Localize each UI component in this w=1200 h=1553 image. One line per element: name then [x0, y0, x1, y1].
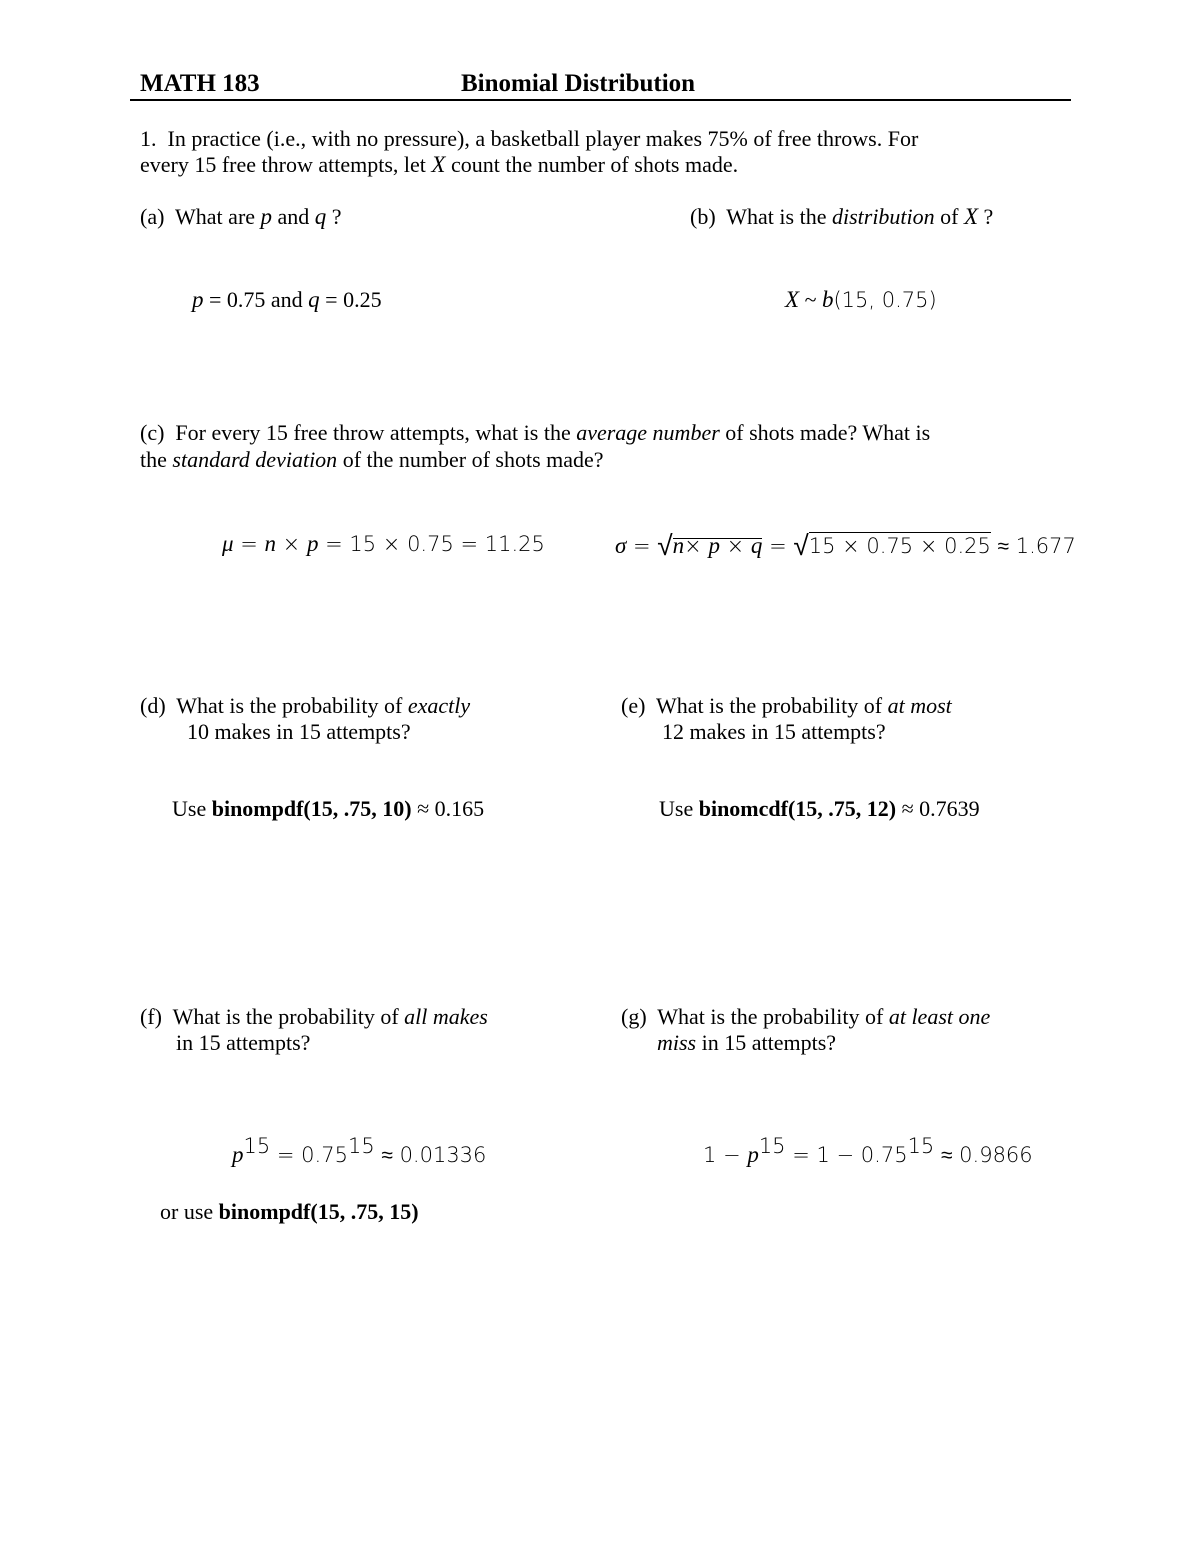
- problem-text-2b: count the number of shots made.: [445, 152, 739, 177]
- mu-eq: =: [233, 532, 265, 556]
- ans-b-tilde: ~: [799, 287, 822, 312]
- qb-var-x: X: [963, 204, 979, 229]
- question-e-line-2: 12 makes in 15 attempts?: [662, 719, 886, 744]
- mu-symbol: μ: [222, 531, 234, 556]
- qb-text-2: of: [934, 204, 964, 229]
- qc-italic-1: average number: [576, 420, 720, 445]
- sigma-n: n: [672, 533, 685, 558]
- answer-d: [172, 796, 484, 822]
- label-f: (f): [140, 1004, 162, 1029]
- ans-f-mid: = 0.75: [270, 1143, 348, 1167]
- sigma-eq-2: =: [762, 534, 794, 558]
- problem-line-2: [140, 152, 738, 178]
- sqrt-1: [657, 529, 762, 562]
- question-d-line-2: 10 makes in 15 attempts?: [187, 719, 411, 744]
- qb-text-3: ?: [978, 204, 994, 229]
- label-a: (a): [140, 204, 165, 229]
- ans-a-p: p: [192, 287, 204, 312]
- qb-italic: distribution: [831, 204, 935, 229]
- ans-d-text: Use: [172, 796, 212, 821]
- question-f-line-1: [140, 1004, 488, 1030]
- ans-d-function: binompdf(15, .75, 10): [211, 796, 412, 821]
- sigma-p: p: [708, 533, 720, 558]
- qa-text-1: What are: [175, 204, 261, 229]
- answer-e: [659, 796, 980, 822]
- question-d-line-1: [140, 693, 470, 719]
- ans-a-text-2: = 0.25: [319, 287, 382, 312]
- var-q: q: [314, 204, 327, 229]
- ans-g-exp-1: 15: [758, 1134, 786, 1158]
- ans-g-text: 1 −: [703, 1143, 748, 1167]
- qg-italic: at least one: [888, 1004, 991, 1029]
- ans-e-function: binomcdf(15, .75, 12): [698, 796, 897, 821]
- question-g-line-2: [657, 1030, 836, 1056]
- ans-g-p: p: [747, 1142, 759, 1167]
- question-b: [690, 204, 993, 230]
- problem-text-1: In practice (i.e., with no pressure), a basketball player makes 75% of free throws. For: [167, 126, 919, 151]
- ans-g-mid: = 1 − 0.75: [785, 1143, 908, 1167]
- ans-f-alt-text: or use: [160, 1199, 219, 1224]
- sqrt-1-content: [672, 533, 763, 558]
- radical-icon: √: [793, 529, 809, 562]
- header-rule: [130, 99, 1071, 101]
- var-p: p: [260, 204, 273, 229]
- question-g-line-1: [621, 1004, 990, 1030]
- qd-italic: exactly: [407, 693, 471, 718]
- answer-a: [192, 287, 382, 313]
- ans-g-result: ≈ 0.9866: [934, 1143, 1033, 1167]
- sigma-times-1: ×: [684, 534, 709, 558]
- qf-text-1: What is the probability of: [172, 1004, 405, 1029]
- qa-text-2: and: [272, 204, 315, 229]
- qa-text-3: ?: [326, 204, 342, 229]
- problem-line-1: [140, 126, 918, 152]
- sqrt-2: [793, 529, 991, 562]
- qe-text-1: What is the probability of: [656, 693, 888, 718]
- qg-text-1: What is the probability of: [657, 1004, 889, 1029]
- qc-italic-2: standard deviation: [172, 447, 338, 472]
- sigma-times-2: ×: [719, 534, 751, 558]
- sigma-result: ≈ 1.677: [990, 534, 1076, 558]
- ans-f-exp-2: 15: [347, 1134, 375, 1158]
- problem-number: 1.: [140, 126, 157, 151]
- ans-g-exp-2: 15: [907, 1134, 935, 1158]
- ans-b-b: b: [821, 287, 834, 312]
- mu-times: ×: [276, 532, 307, 556]
- qf-italic: all makes: [404, 1004, 488, 1029]
- ans-e-text: Use: [659, 796, 699, 821]
- qc-text-3: the: [140, 447, 173, 472]
- question-e-line-1: [621, 693, 952, 719]
- qe-italic: at most: [887, 693, 952, 718]
- radical-icon: √: [657, 529, 673, 562]
- qc-text-4: of the number of shots made?: [337, 447, 604, 472]
- question-c-line-1: [140, 420, 930, 446]
- qg-text-2: in 15 attempts?: [696, 1030, 837, 1055]
- page-title: Binomial Distribution: [461, 70, 696, 97]
- ans-a-q: q: [308, 287, 320, 312]
- sigma-symbol: σ: [615, 533, 627, 558]
- qb-text-1: What is the: [726, 204, 832, 229]
- ans-a-text-1: = 0.75 and: [203, 287, 309, 312]
- ans-f-result: ≈ 0.01336: [374, 1143, 487, 1167]
- mean-formula: [222, 531, 545, 557]
- label-e: (e): [621, 693, 646, 718]
- answer-b: [785, 287, 937, 313]
- qg-italic-2: miss: [657, 1030, 697, 1055]
- ans-f-p: p: [232, 1142, 244, 1167]
- qd-text-1: What is the probability of: [176, 693, 408, 718]
- label-d: (d): [140, 693, 166, 718]
- question-c-line-2: [140, 447, 604, 473]
- answer-f: [232, 1134, 487, 1168]
- sigma-eq: =: [626, 534, 658, 558]
- qc-text-2: of shots made? What is: [719, 420, 931, 445]
- ans-f-exp-1: 15: [243, 1134, 271, 1158]
- mu-n: n: [264, 531, 276, 556]
- answer-f-alt: [160, 1199, 419, 1225]
- ans-d-result: ≈ 0.165: [411, 796, 485, 821]
- sd-formula: [615, 529, 1076, 562]
- label-g: (g): [621, 1004, 647, 1029]
- label-b: (b): [690, 204, 716, 229]
- problem-text-2a: every 15 free throw attempts, let: [140, 152, 432, 177]
- var-x: X: [431, 152, 446, 177]
- course-title: MATH 183: [140, 70, 260, 97]
- answer-g: [703, 1134, 1033, 1168]
- ans-e-result: ≈ 0.7639: [896, 796, 980, 821]
- sigma-q: q: [750, 533, 763, 558]
- question-a: [140, 204, 342, 230]
- mu-rest: = 15 × 0.75 = 11.25: [318, 532, 545, 556]
- mu-p: p: [306, 531, 319, 556]
- ans-f-alt-function: binompdf(15, .75, 15): [218, 1199, 419, 1224]
- ans-b-params: (15, 0.75): [833, 288, 937, 312]
- ans-b-x: X: [785, 287, 800, 312]
- sigma-inner: 15 × 0.75 × 0.25: [808, 534, 991, 558]
- qc-text-1: For every 15 free throw attempts, what is the: [175, 420, 577, 445]
- question-f-line-2: in 15 attempts?: [176, 1030, 311, 1055]
- label-c: (c): [140, 420, 165, 445]
